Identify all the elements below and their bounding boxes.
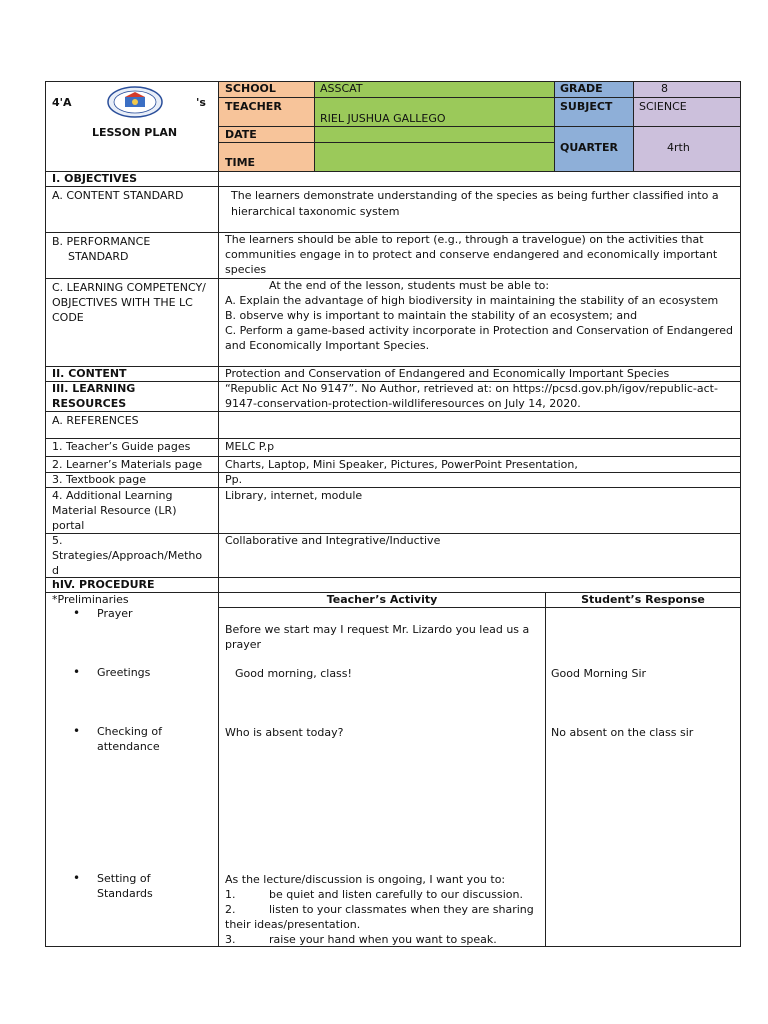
time-label: TIME (219, 142, 314, 171)
resources-text: “Republic Act No 9147”. No Author, retrieved at: on https://pcsd.gov.ph/igov/republic-act-9147-conservation-protection-wildliferesources on July 14, 2020. (225, 382, 718, 410)
grid-line (45, 171, 741, 172)
procedure-heading: hIV. PROCEDURE (52, 578, 155, 591)
lr-label: 4. Additional Learning Material Resource (LR) portal (52, 489, 177, 532)
subject-value: SCIENCE (633, 97, 741, 126)
grid-line (218, 142, 555, 143)
performance-standard-label-line1: B. PERFORMANCE (52, 235, 151, 248)
standards-intro: As the lecture/discussion is ongoing, I want you to: (225, 873, 506, 886)
grid-line (45, 366, 741, 367)
table-border (45, 946, 741, 947)
name-suffix: 's (196, 96, 206, 109)
competency-text (219, 278, 741, 366)
student-response-header: Student’s Response (581, 593, 705, 606)
date-label: DATE (219, 126, 314, 142)
standards-label-line2: Standards (97, 887, 153, 900)
grid-line (45, 232, 741, 233)
competency-intro: At the end of the lesson, students must be able to: (269, 279, 550, 292)
content-text: Protection and Conservation of Endangered and Economically Important Species (225, 367, 670, 380)
grid-line (218, 81, 219, 947)
grade-value: 8 (633, 81, 741, 97)
name-prefix: 4'A (52, 96, 72, 109)
strat-label-line1: 5. (52, 534, 63, 547)
grade-label: GRADE (554, 81, 633, 97)
grid-line (218, 126, 741, 127)
prayer-teacher: Before we start may I request Mr. Lizardo you lead us a prayer (225, 623, 530, 651)
grid-line (218, 607, 741, 608)
grid-line (45, 278, 741, 279)
strat-value: Collaborative and Integrative/Inductive (225, 534, 441, 547)
grid-line (45, 411, 741, 412)
content-standard-text-span: The learners demonstrate understanding of the species as being further classified into a hierarchical taxonomic system (231, 189, 719, 218)
teacher-value: RIEL JUSHUA GALLEGO (314, 97, 554, 126)
school-label: SCHOOL (219, 81, 314, 97)
performance-standard-label (46, 232, 218, 278)
grid-line (45, 577, 741, 578)
std-text: listen to your classmates when they are sharing their ideas/presentation. (225, 903, 534, 931)
doc-title: LESSON PLAN (92, 126, 178, 139)
std-text: be quiet and listen carefully to our discussion. (269, 888, 523, 901)
bullet-icon: • (73, 724, 81, 738)
lr-value: Library, internet, module (225, 489, 363, 502)
strat-label (46, 533, 218, 577)
time-value (314, 142, 554, 171)
prayer-label: Prayer (97, 607, 133, 620)
strat-label-line3: d (52, 564, 59, 577)
tg-value: MELC P.p (225, 440, 275, 453)
deped-seal-icon (106, 86, 164, 118)
bullet-icon: • (73, 871, 81, 885)
teacher-activity-header: Teacher’s Activity (326, 593, 438, 606)
bullet-icon: • (73, 665, 81, 679)
competency-b: B. observe why is important to maintain the stability of an ecosystem; and (225, 309, 638, 322)
attendance-label-line2: attendance (97, 740, 160, 753)
attendance-student: No absent on the class sir (551, 726, 694, 739)
competency-c: C. Perform a game-based activity incorporate in Protection and Conservation of Endangered and Economically Important Species. (225, 324, 733, 352)
bullet-icon: • (73, 606, 81, 620)
school-value: ASSCAT (314, 81, 554, 97)
resources-label: III. LEARNING RESOURCES (52, 382, 136, 410)
greetings-teacher: Good morning, class! (235, 667, 352, 680)
std-num: 2. (225, 903, 236, 916)
content-standard-text (219, 186, 741, 232)
table-border (740, 81, 741, 947)
subject-label: SUBJECT (554, 97, 633, 126)
objectives-heading: I. OBJECTIVES (52, 172, 138, 185)
std-num: 3. (225, 933, 236, 946)
standards-item-1 (225, 887, 539, 902)
tg-label: 1. Teacher’s Guide pages (52, 440, 191, 453)
performance-standard-label-line2: STANDARD (68, 250, 129, 263)
grid-line (218, 97, 741, 98)
std-num: 1. (225, 888, 236, 901)
tb-label: 3. Textbook page (52, 473, 147, 486)
greetings-label: Greetings (97, 666, 151, 679)
table-border (45, 81, 46, 947)
competency-label: C. LEARNING COMPETENCY/ OBJECTIVES WITH THE LC CODE (52, 281, 206, 324)
preliminaries-label: *Preliminaries (52, 593, 129, 606)
tb-value: Pp. (225, 473, 243, 486)
grid-line (545, 592, 546, 947)
date-value (314, 126, 554, 142)
content-standard-label: A. CONTENT STANDARD (52, 189, 184, 202)
references-label: A. REFERENCES (52, 414, 139, 427)
competency-a: A. Explain the advantage of high biodiversity in maintaining the stability of an ecosystem (225, 294, 719, 307)
grid-line (45, 472, 741, 473)
quarter-label: QUARTER (554, 126, 633, 171)
teacher-label: TEACHER (219, 97, 314, 126)
table-border (45, 81, 741, 82)
grid-line (45, 381, 741, 382)
grid-line (45, 438, 741, 439)
content-label: II. CONTENT (52, 367, 127, 380)
standards-item-3 (225, 932, 539, 946)
standards-teacher (219, 872, 545, 946)
standards-label-line1: Setting of (97, 872, 151, 885)
quarter-value: 4rth (633, 126, 741, 171)
grid-line (45, 533, 741, 534)
performance-standard-text: The learners should be able to report (e.g., through a travelogue) on the activities that communities engage in to protect and conserve endangered and economically important species (225, 233, 718, 276)
lm-value: Charts, Laptop, Mini Speaker, Pictures, PowerPoint Presentation, (225, 458, 578, 471)
grid-line (45, 186, 741, 187)
greetings-student: Good Morning Sir (551, 667, 647, 680)
lm-label: 2. Learner’s Materials page (52, 458, 203, 471)
strat-label-line2: Strategies/Approach/Metho (52, 549, 203, 562)
standards-item-2 (225, 902, 539, 932)
grid-line (45, 456, 741, 457)
grid-line (45, 487, 741, 488)
attendance-teacher: Who is absent today? (225, 726, 344, 739)
attendance-label-line1: Checking of (97, 725, 162, 738)
grid-line (45, 592, 741, 593)
attendance-label (91, 724, 211, 756)
std-text: raise your hand when you want to speak. (269, 933, 497, 946)
standards-label (91, 871, 211, 903)
